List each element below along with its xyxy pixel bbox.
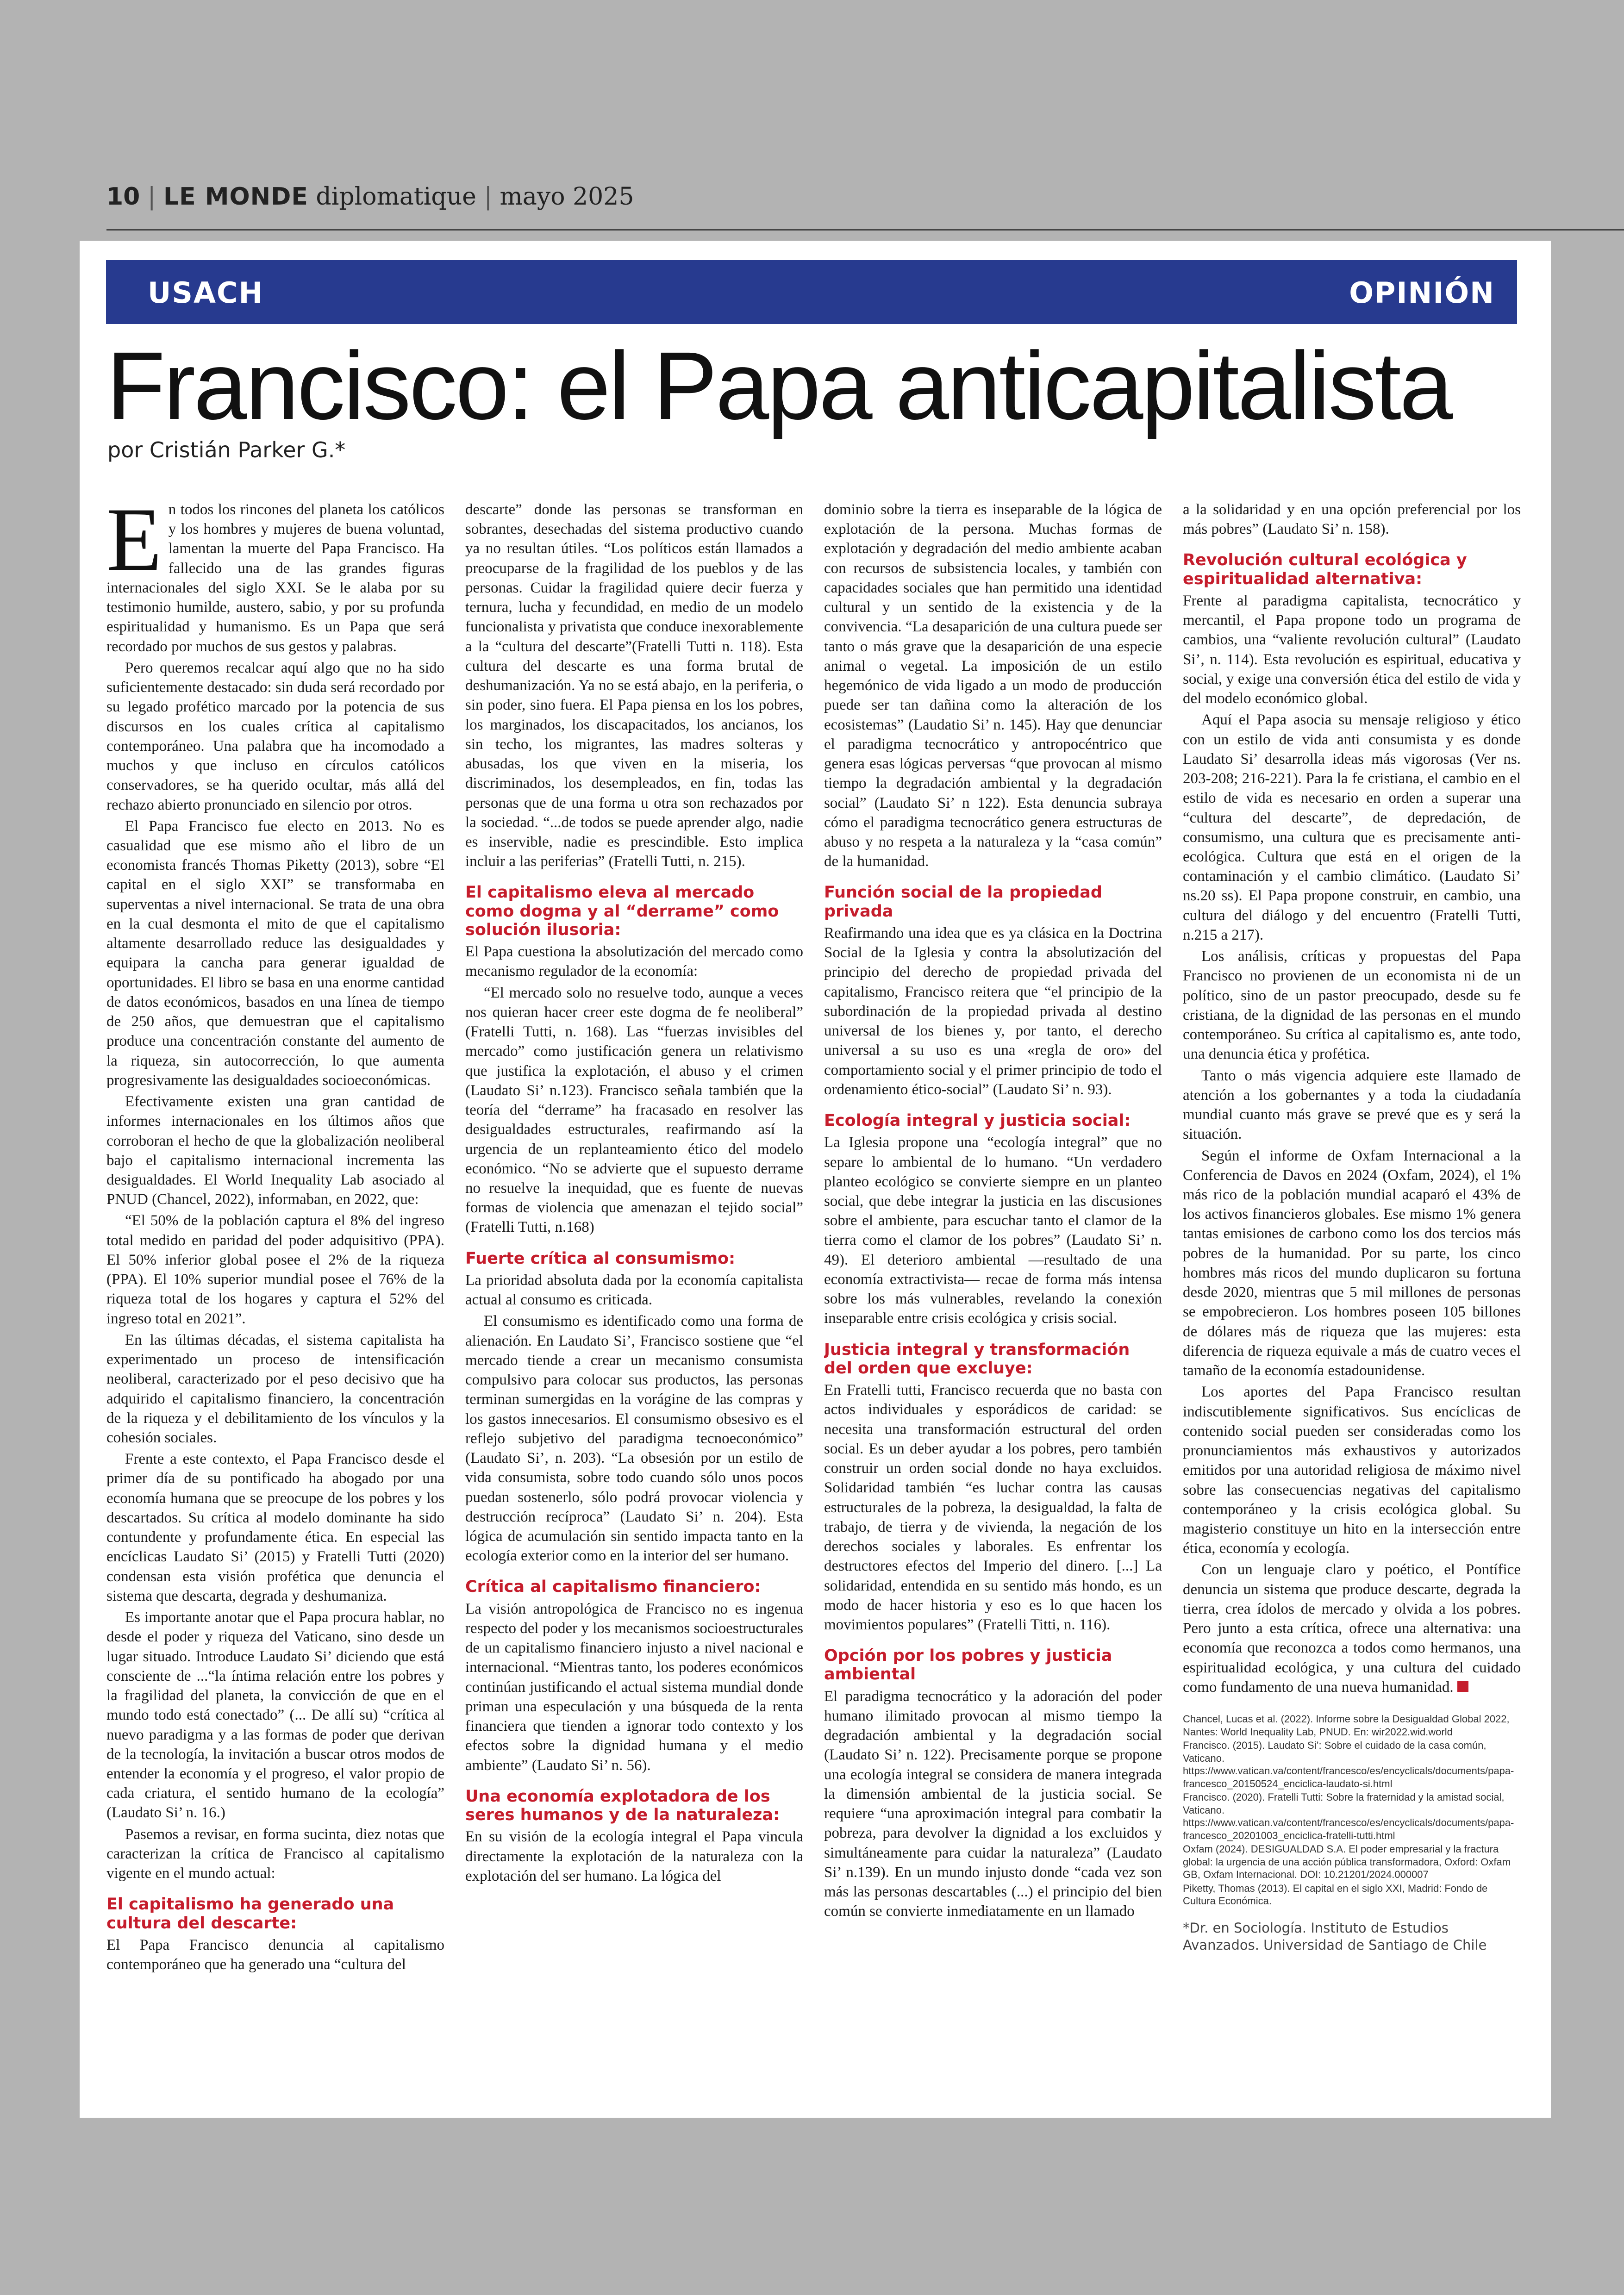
body-paragraph: El Papa cuestiona la absolutización del mercado como mecanismo regulador de la economía: (465, 943, 803, 980)
body-paragraph: Frente a este contexto, el Papa Francisco desde el primer día de su pontificado ha abogado por una economía humana que se preocupe de los pobres y los descartados. Su crítica al modelo dominante ha sido contundente y profundamente ética. En especial las encíclicas Laudato Si’ (2015) y Fratelli Tutti (2020) condensan esta visión profética que denuncia el sistema que descarta, degrada y deshumaniza. (106, 1451, 444, 1604)
section-subheading: Justicia integral y transformación del orden que excluye: (824, 1340, 1130, 1378)
reference-item: Chancel, Lucas et al. (2022). Informe sobre la Desigualdad Global 2022, Nantes: World Inequality Lab, PNUD. En: wir2022.wid.world (1183, 1713, 1510, 1738)
section-label-usach: USACH (148, 276, 264, 310)
body-paragraph: El Papa Francisco denuncia al capitalismo contemporáneo que ha generado una “cultura del (106, 1936, 444, 1973)
body-paragraph: Según el informe de Oxfam Internacional a la Conferencia de Davos en 2024 (Oxfam, 2024), el 1% más rico de la población mundial acaparó el 43% de los activos financieros globales. Ese mismo 1% genera tantas emisiones de carbono como los dos tercios más pobres de la humanidad. Por su parte, los cinco hombres más ricos del mundo duplicaron su fortuna desde 2020, mientras que 5 mil millones de personas se empobrecieron. Los hombres poseen 105 billones de dólares más de riqueza que las mujeres: esta diferencia de riqueza equivale a más de cuatro veces el tamaño de la economía estadounidense. (1183, 1147, 1521, 1379)
issue-date: mayo 2025 (500, 183, 634, 211)
brand-rest: diplomatique (316, 183, 476, 211)
body-paragraph: a la solidaridad y en una opción preferencial por los más pobres” (Laudato Si’ n. 158). (1183, 501, 1521, 538)
column-1 (106, 500, 444, 2102)
reference-item: Francisco. (2020). Fratelli Tutti: Sobre la fraternidad y la amistad social, Vaticano. https://www.vatican.va/content/francesco/es/encyclicals/documents/papa-francesco_20201003_enciclica-fratelli-tutti.html (1183, 1791, 1514, 1841)
body-paragraph: La prioridad absoluta dada por la economía capitalista actual al consumo es criticada. (465, 1272, 803, 1309)
body-paragraph: Efectivamente existen una gran cantidad de informes internacionales en los últimos años que corroboran el hecho de que la globalización neoliberal bajo el capitalismo internacional incrementa las desigualdades. El World Inequality Lab asociado al PNUD (Chancel, 2022), informaban, en 2022, que: (106, 1093, 444, 1208)
separator: | (147, 183, 163, 211)
section-subheading: Revolución cultural ecológica y espiritualidad alternativa: (1183, 551, 1467, 588)
body-paragraph: En Fratelli tutti, Francisco recuerda que no basta con actos individuales y esporádicos de caridad: se necesita una transformación estructural del orden social. Es un deber ayudar a los pobres, pero también construir un orden social donde no haya excluidos. Solidaridad también “es luchar contra las causas estructurales de la pobreza, la desigualdad, la falta de trabajo, de tierra y de vivienda, la negación de los derechos sociales y laborales. Es enfrentar los destructores efectos del Imperio del dinero. [...] La solidaridad, entendida en su sentido más hondo, es un modo de hacer historia y eso es lo que hacen los movimientos populares” (Fratelli Titti, n. 116). (824, 1382, 1162, 1633)
body-paragraph: dominio sobre la tierra es inseparable de la lógica de explotación de la persona. Muchas formas de explotación y degradación del medio ambiente acaban con recursos de subsistencia locales, y también con capacidades sociales que han permitido una identidad cultural y un sentido de la existencia y de la convivencia. “La desaparición de una cultura puede ser tanto o más grave que la desaparición de una especie animal o vegetal. La imposición de un estilo hegemónico de vida ligado a un modo de producción puede ser tan dañina como la alteración de los ecosistemas” (Laudatio Si’ n. 145). Hay que denunciar el paradigma tecnocrático y antropocéntrico que genera esas lógicas perversas “que provocan al mismo tiempo la degradación ambiental y la degradación social” (Laudato Si’ n 122). Esta denuncia subraya cómo el paradigma tecnocrático genera estructuras de abuso y no respeta a la naturaleza y la “casa común” de la humanidad. (824, 501, 1162, 870)
body-paragraph: La Iglesia propone una “ecología integral” que no separe lo ambiental de lo humano. “Un verdadero planteo ecológico se convierte siempre en un planteo social, que debe integrar la justicia en las discusiones sobre el ambiente, para escuchar tanto el clamor de la tierra como el clamor de los pobres” (Laudato Si’ n. 49). El deterioro ambiental —resultado de una economía extractivista— recae de forma más intensa sobre los más vulnerables, revelando la conexión inseparable entre crisis ecológica y crisis social. (824, 1134, 1162, 1327)
section-label-opinion: OPINIÓN (1349, 276, 1495, 310)
body-paragraph: En las últimas décadas, el sistema capitalista ha experimentado un proceso de intensificación neoliberal, caracterizado por el peso decisivo que ha adquirido el capitalismo financiero, la concentración de la riqueza y el debilitamiento de los vínculos y la cohesión sociales. (106, 1331, 444, 1447)
body-paragraph: El consumismo es identificado como una forma de alienación. En Laudato Si’, Francisco sostiene que “el mercado tiende a crear un mecanismo consumista compulsivo para colocar sus productos, las personas terminan sumergidas en la vorágine de las compras y los gastos innecesarios. El consumismo obsesivo es el reflejo subjetivo del paradigma tecnoeconómico” (Laudato Si’, n. 203). “La obsesión por un estilo de vida consumista, sobre todo cuando sólo unos pocos puedan sostenerlo, sólo podrá provocar violencia y destrucción recíproca” (Laudato Si’ n. 204). Esta lógica de acumulación sin sentido impacta tanto en la ecología exterior como en la interior del ser humano. (465, 1313, 803, 1565)
section-subheading: Función social de la propiedad privada (824, 883, 1102, 921)
body-paragraph: descarte” donde las personas se transforman en sobrantes, desechadas del sistema productivo cuando ya no resultan útiles. “Los políticos están llamados a preocuparse de la fragilidad de los pueblos y de las personas. Cuidar la fragilidad quiere decir fuerza y ternura, lucha y fecundidad, en medio de un modelo funcionalista y privatista que conduce inexorablemente a la “cultura del descarte”(Fratelli Tutti n. 118). Esta cultura del descarte es una forma brutal de deshumanización. Ya no se está abajo, en la periferia, o sin poder, sino fuera. El Papa piensa en los los pobres, los marginados, los discapacitados, los ancianos, los sin techo, los migrantes, las madres solteras y abusadas, los que viven en la miseria, los discriminados, los desempleados, en fin, todas las personas que de una forma u otra son rechazados por la sociedad. “...de todos se puede aprender algo, nadie es inservible, nadie es prescindible. Esto implica incluir a las periferias” (Fratelli Tutti, n. 215). (465, 501, 803, 870)
author-footnote: *Dr. en Sociología. Instituto de Estudios Avanzados. Universidad de Santiago de Chile (1183, 1920, 1487, 1953)
body-paragraph: El paradigma tecnocrático y la adoración del poder humano ilimitado provocan al mismo tiempo la degradación ambiental y la degradación social (Laudato Si’ n. 122). Precisamente porque se propone una ecología integral se considera de manera integrada la dimensión ambiental de la justicia social. Se requiere “una aproximación integral para combatir la pobreza, para devolver la dignidad a los excluidos y simultáneamente para cuidar la naturaleza” (Laudato Si’ n.139). En un mundo injusto donde “cada vez son más las personas descartables (...) el principio del bien común se convierte inmediatamente en un llamado (824, 1688, 1162, 1920)
section-subheading: Ecología integral y justicia social: (824, 1111, 1131, 1130)
section-subheading: El capitalismo ha generado una cultura del descarte: (106, 1895, 394, 1933)
body-paragraph: Reafirmando una idea que es ya clásica en la Doctrina Social de la Iglesia y contra la absolutización del principio del derecho de propiedad privada del capitalismo, Francisco reitera que “el principio de la subordinación de la propiedad privada al destino universal de los bienes y, por tanto, el derecho universal a su uso es una «regla de oro» del comportamiento social y el primer principio de todo el ordenamiento ético-social” (Laudato Si’ n. 93). (824, 924, 1162, 1098)
article-page (80, 241, 1551, 2118)
section-subheading: Crítica al capitalismo financiero: (465, 1578, 761, 1597)
body-paragraph: El Papa Francisco fue electo en 2013. No es casualidad que ese mismo año el libro de un economista francés Thomas Piketty (2013), sobre “El capital en el siglo XXI” se transformaba en superventas a nivel internacional. Se trata de una obra en la cual desmonta el mito de que el capitalismo altamente desarrollado reduce las desigualdades y equipara la cancha para generar igualdad de oportunidades. El libro se basa en una enorme cantidad de datos económicos, basados en una línea de tiempo de 250 años, que demuestran que el capitalismo produce una concentración constante del aumento de la riqueza, sin autocorrección, lo que aumenta progresivamente las desigualdades socioeconómicas. (106, 817, 444, 1089)
section-subheading: El capitalismo eleva al mercado como dogma y al “derrame” como solución ilusoria: (465, 883, 779, 939)
column-2 (465, 500, 803, 2102)
body-paragraph: Tanto o más vigencia adquiere este llamado de atención a los gobernantes y a toda la ciudadanía mundial cuanto más grave se prevé que es y será la situación. (1183, 1067, 1521, 1143)
header-rule (106, 229, 1624, 231)
body-paragraph: La visión antropológica de Francisco no es ingenua respecto del poder y los mecanismos socioestructurales de un capitalismo financiero injusto a nivel nacional e internacional. “Mientras tanto, los poderes económicos continúan justificando el actual sistema mundial donde priman una especulación y una búsqueda de la renta financiera que tienden a ignorar todo contexto y los efectos sobre la dignidad humana y el medio ambiente” (Laudato Si’ n. 56). (465, 1600, 803, 1774)
separator: | (484, 183, 500, 211)
body-paragraph: En su visión de la ecología integral el Papa vincula directamente la explotación de la naturaleza con la explotación del ser humano. La lógica del (465, 1828, 803, 1884)
reference-item: Francisco. (2015). Laudato Si’: Sobre el cuidado de la casa común, Vaticano. https://www.vatican.va/content/francesco/es/encyclicals/documents/papa-francesco_20150524_enciclica-laudato-si.html (1183, 1740, 1514, 1790)
column-4 (1183, 500, 1521, 2102)
article-byline: por Cristián Parker G.* (107, 437, 346, 462)
section-subheading: Una economía explotadora de los seres humanos y de la naturaleza: (465, 1787, 780, 1825)
end-mark-square (1457, 1681, 1468, 1692)
reference-item: Piketty, Thomas (2013). El capital en el siglo XXI, Madrid: Fondo de Cultura Económica. (1183, 1882, 1488, 1907)
references-list (1183, 1713, 1521, 1908)
body-paragraph: Los análisis, críticas y propuestas del Papa Francisco no provienen de un economista ni de un político, sino de un pastor preocupado, desde su fe cristiana, de la dignidad de las personas en el mundo contemporáneo. Su crítica al capitalismo es, ante todo, una denuncia ética y profética. (1183, 948, 1521, 1063)
body-paragraph: “El 50% de la población captura el 8% del ingreso total medido en paridad del poder adquisitivo (PPA). El 50% inferior global posee el 2% de la riqueza (PPA). El 10% superior mundial posee el 76% de la riqueza total de los hogares y captura el 52% del ingreso total en 2021”. (106, 1212, 444, 1327)
body-paragraph: Es importante anotar que el Papa procura hablar, no desde el poder y riqueza del Vaticano, sino desde un lugar situado. Introduce Laudato Si’ diciendo que está consciente de ...“la íntima relación entre los pobres y la fragilidad del planeta, la convicción de que en el mundo todo está conectado” (... De allí su) “crítica al nuevo paradigma y a las formas de poder que derivan de la tecnología, la invitación a buscar otros modos de entender la economía y el progreso, el valor propio de cada criatura, el sentido humano de la ecología” (Laudato Si’ n. 16.) (106, 1609, 444, 1821)
brand-bold: LE MONDE (163, 183, 308, 211)
drop-cap: E (106, 500, 162, 590)
section-subheading: Opción por los pobres y justicia ambiental (824, 1646, 1112, 1684)
column-3 (824, 500, 1162, 2102)
body-paragraph: Pasemos a revisar, en forma sucinta, diez notas que caracterizan la crítica de Francisco al capitalismo vigente en el mundo actual: (106, 1826, 444, 1882)
page-number: 10 (106, 183, 140, 211)
body-paragraph: Aquí el Papa asocia su mensaje religioso y ético con un estilo de vida anti consumista y es donde Laudato Si’ desarrolla ideas más vigorosas (Ver ns. 203-208; 216-221). Para la fe cristiana, el cambio en el estilo de vida es necesario en orden a superar una “cultura del descarte”, de depredación, de consumismo, una cultura que es precisamente anti-ecológica. Cultura que está en el origen de la contaminación y el cambio climático. (Laudato Si’ ns.20 ss). El Papa propone construir, en cambio, una cultura del diálogo y del encuentro (Fratelli Tutti, n.215 a 217). (1183, 711, 1521, 943)
body-paragraph: Con un lenguaje claro y poético, el Pontífice denuncia un sistema que produce descarte, degrada la tierra, crea ídolos de mercado y olvida a los pobres. Pero junto a esta crítica, ofrece una alternativa: una economía que reconozca a todos como hermanos, una espiritualidad ecológica, y una cultura del cuidado como fundamento de una nueva humanidad. (1183, 1561, 1521, 1696)
reference-item: Oxfam (2024). DESIGUALDAD S.A. El poder empresarial y la fractura global: la urgencia de una acción pública transformadora, Oxford: Oxfam GB, Oxfam Internacional. DOI: 10.21201/2024.000007 (1183, 1843, 1511, 1881)
body-paragraph: “El mercado solo no resuelve todo, aunque a veces nos quieran hacer creer este dogma de fe neoliberal” (Fratelli Tutti, n. 168). Las “fuerzas invisibles del mercado” como justificación genera un relativismo que justifica la explotación, el abuso y el crimen (Laudato Si’ n.123). Francisco señala también que la teoría del “derrame” ha fracasado en resolver las desigualdades estructurales, reafirmando así la urgencia de un replanteamiento ético del modelo económico. “No se advierte que el supuesto derrame no resuelve la inequidad, que es fuente de nuevas formas de violencia que amenazan el tejido social” (Fratelli Tutti, n.168) (465, 984, 803, 1236)
body-paragraph: n todos los rincones del planeta los católicos y los hombres y mujeres de buena voluntad, lamentan la muerte del Papa Francisco. Ha fallecido una de las grandes figuras internacionales del siglo XXI. Se le alaba por su testimonio humilde, austero, sabio, y por su profunda espiritualidad y humanismo. Es un Papa que será recordado por muchos de sus gestos y palabras. (106, 501, 444, 655)
body-paragraph: Pero queremos recalcar aquí algo que no ha sido suficientemente destacado: sin duda será recordado por su legado profético marcado por la potencia de sus discursos en los cuales crítica al capitalismo contemporáneo. Una palabra que ha incomodado a muchos y que incluso en círculos católicos conservadores, se ha querido ocultar, más allá del rechazo abierto pronunciado en silencio por otros. (106, 659, 444, 813)
body-paragraph: Los aportes del Papa Francisco resultan indiscutiblemente significativos. Sus encíclicas de contenido social pueden ser consideradas como los pronunciamientos más exhaustivos y autorizados emitidos por una autoridad religiosa de máximo nivel sobre las consecuencias negativas del capitalismo contemporáneo y la crisis ecológica global. Su magisterio constituye un hito en la intersección entre ética, economía y ecología. (1183, 1384, 1521, 1557)
section-band (106, 260, 1517, 324)
publication-header (106, 183, 634, 211)
article-title: Francisco: el Papa anticapitalista (106, 332, 1451, 440)
section-subheading: Fuerte crítica al consumismo: (465, 1249, 736, 1268)
body-paragraph: Frente al paradigma capitalista, tecnocrático y mercantil, el Papa propone todo un programa de cambios, una “valiente revolución cultural” (Laudato Si’, n. 114). Esta revolución es espiritual, educativa y social, y exige una conversión ética del estilo de vida y del modelo económico global. (1183, 592, 1521, 707)
